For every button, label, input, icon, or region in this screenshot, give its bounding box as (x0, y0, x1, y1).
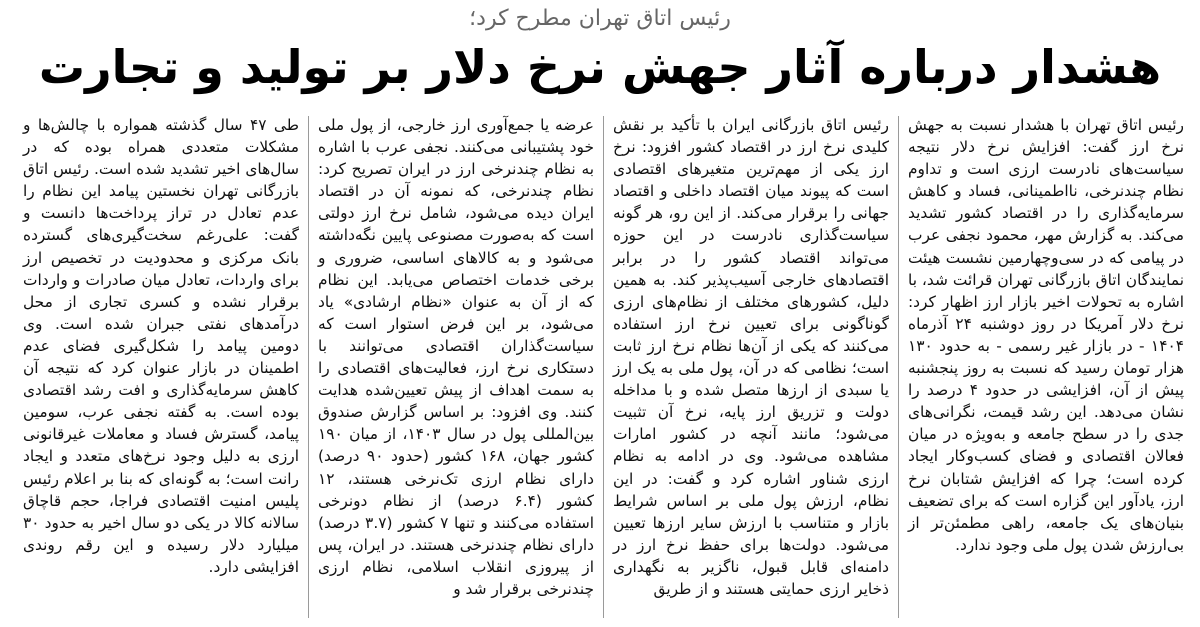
article-headline: هشدار درباره آثار جهش نرخ دلار بر تولید و تجارت (38, 40, 1162, 94)
column-text: رئیس اتاق بازرگانی ایران با تأکید بر نقش کلیدی نرخ ارز در اقتصاد کشور افزود: نرخ ارز یکی از مهم‌ترین متغیرهای اقتصادی است که پیوند میان اقتصاد داخلی و اقتصاد جهانی را برقرار می‌کند. از این رو، هر گونه سیاست‌گذاری نادرست در این حوزه می‌تواند اقتصاد کشور را در برابر اقتصادهای خارجی آسیب‌پذیر کند. به همین دلیل، کشورهای مختلف از نظام‌های ارزی گوناگونی برای تعیین نرخ ارز استفاده می‌کنند که یکی از آن‌ها نظام نرخ ارز ثابت است؛ نظامی که در آن، پول ملی به یک ارز یا سبدی از ارزها متصل شده و با مداخله دولت و تزریق ارز پایه، نرخ آن تثبیت می‌شود؛ مانند آنچه در کشور امارات مشاهده می‌شود. وی در ادامه به نظام ارزی شناور اشاره کرد و گفت: در این نظام، ارزش پول ملی بر اساس شرایط بازار و متناسب با ارزش سایر ارزها تعیین می‌شود. دولت‌ها برای حفظ نرخ ارز در دامنه‌ای قابل قبول، ناگزیر به نگهداری ذخایر ارزی حمایتی هستند و از طریق (613, 116, 889, 598)
column-text: طی ۴۷ سال گذشته همواره با چالش‌ها و مشکلات متعددی همراه بوده که در سال‌های اخیر تشدید شده است. رئیس اتاق بازرگانی تهران نخستین پیامد این نظام را عدم تعادل در تراز پرداخت‌ها دانست و گفت: علی‌رغم سخت‌گیری‌های گسترده بانک مرکزی و محدودیت در تخصیص ارز برای واردات، تعادل میان صادرات و واردات برقرار نشده و کسری تجاری از محل درآمدهای نفتی جبران شده است. وی دومین پیامد را شکل‌گیری فضای عدم اطمینان در بازار عنوان کرد که نتیجه آن کاهش سرمایه‌گذاری و افت رشد اقتصادی بوده است. به گفته نجفی عرب، سومین پیامد، گسترش فساد و معاملات غیرقانونی ارزی به دلیل وجود نرخ‌های متعدد و ایجاد رانت است؛ به گونه‌ای که بنا بر اعلام رئیس پلیس امنیت اقتصادی فراجا، حجم قاچاق سالانه کالا در یکی دو سال اخیر به حدود ۳۰ میلیارد دلار رسیده و این رقم روندی افزایشی دارد. (23, 116, 299, 576)
article-column-3 (310, 114, 602, 624)
article-column-2 (605, 114, 897, 624)
column-text: رئیس اتاق تهران با هشدار نسبت به جهش نرخ ارز گفت: افزایش نرخ دلار نتیجه سیاست‌های نادرست ارزی است و تداوم نظام چندنرخی، نااطمینانی، فساد و کاهش سرمایه‌گذاری را در اقتصاد کشور تشدید می‌کند. به گزارش مهر، محمود نجفی عرب در پیامی که در سی‌وچهارمین نشست هیئت نمایندگان اتاق بازرگانی تهران قرائت شد، با اشاره به تحولات اخیر بازار ارز اظهار کرد: نرخ دلار آمریکا در روز دوشنبه ۲۴ آذرماه ۱۴۰۴ - در بازار غیر رسمی - به حدود ۱۳۰ هزار تومان رسید که نسبت به روز پنجشنبه پیش از آن، افزایشی در حدود ۴ درصد را نشان می‌دهد. این رشد قیمت، نگرانی‌های جدی را در سطح جامعه و به‌ویژه در میان فعالان اقتصادی و فضای کسب‌وکار ایجاد کرده است؛ چرا که افزایش شتابان نرخ ارز، یادآور این گزاره است که برای تضعیف بنیان‌های یک جامعه، راهی مطمئن‌تر از بی‌ارزش شدن پول ملی وجود ندارد. (908, 116, 1185, 554)
article-body (8, 114, 1192, 624)
column-divider (308, 116, 309, 618)
article-kicker: رئیس اتاق تهران مطرح کرد؛ (469, 6, 731, 31)
article-column-1 (900, 114, 1192, 624)
column-text: عرضه یا جمع‌آوری ارز خارجی، از پول ملی خود پشتیبانی می‌کنند. نجفی عرب با اشاره به نظام چندنرخی ارز در ایران تصریح کرد: نظام چندنرخی، که نمونه آن در اقتصاد ایران دیده می‌شود، شامل نرخ ارز دولتی است که به‌صورت مصنوعی پایین نگه‌داشته می‌شود و به کالاهای اساسی، ضروری و برخی خدمات اختصاص می‌یابد. این نظام که از آن به عنوان «نظام ارشادی» یاد می‌شود، بر این فرض استوار است که سیاست‌گذاران اقتصادی می‌توانند با دستکاری نرخ ارز، فعالیت‌های اقتصادی را به سمت اهداف از پیش تعیین‌شده هدایت کنند. وی افزود: بر اساس گزارش صندوق بین‌المللی پول در سال ۱۴۰۳، از میان ۱۹۰ کشور جهان، ۱۶۸ کشور (حدود ۹۰ درصد) دارای نظام ارزی تک‌نرخی هستند، ۱۲ کشور (۶.۴ درصد) از نظام دونرخی استفاده می‌کنند و تنها ۷ کشور (۳.۷ درصد) دارای نظام چندنرخی هستند. در ایران، پس از پیروزی انقلاب اسلامی، نظام ارزی چندنرخی برقرار شد و (318, 116, 594, 598)
article-column-4 (15, 114, 307, 624)
column-divider (603, 116, 604, 618)
column-divider (898, 116, 899, 618)
